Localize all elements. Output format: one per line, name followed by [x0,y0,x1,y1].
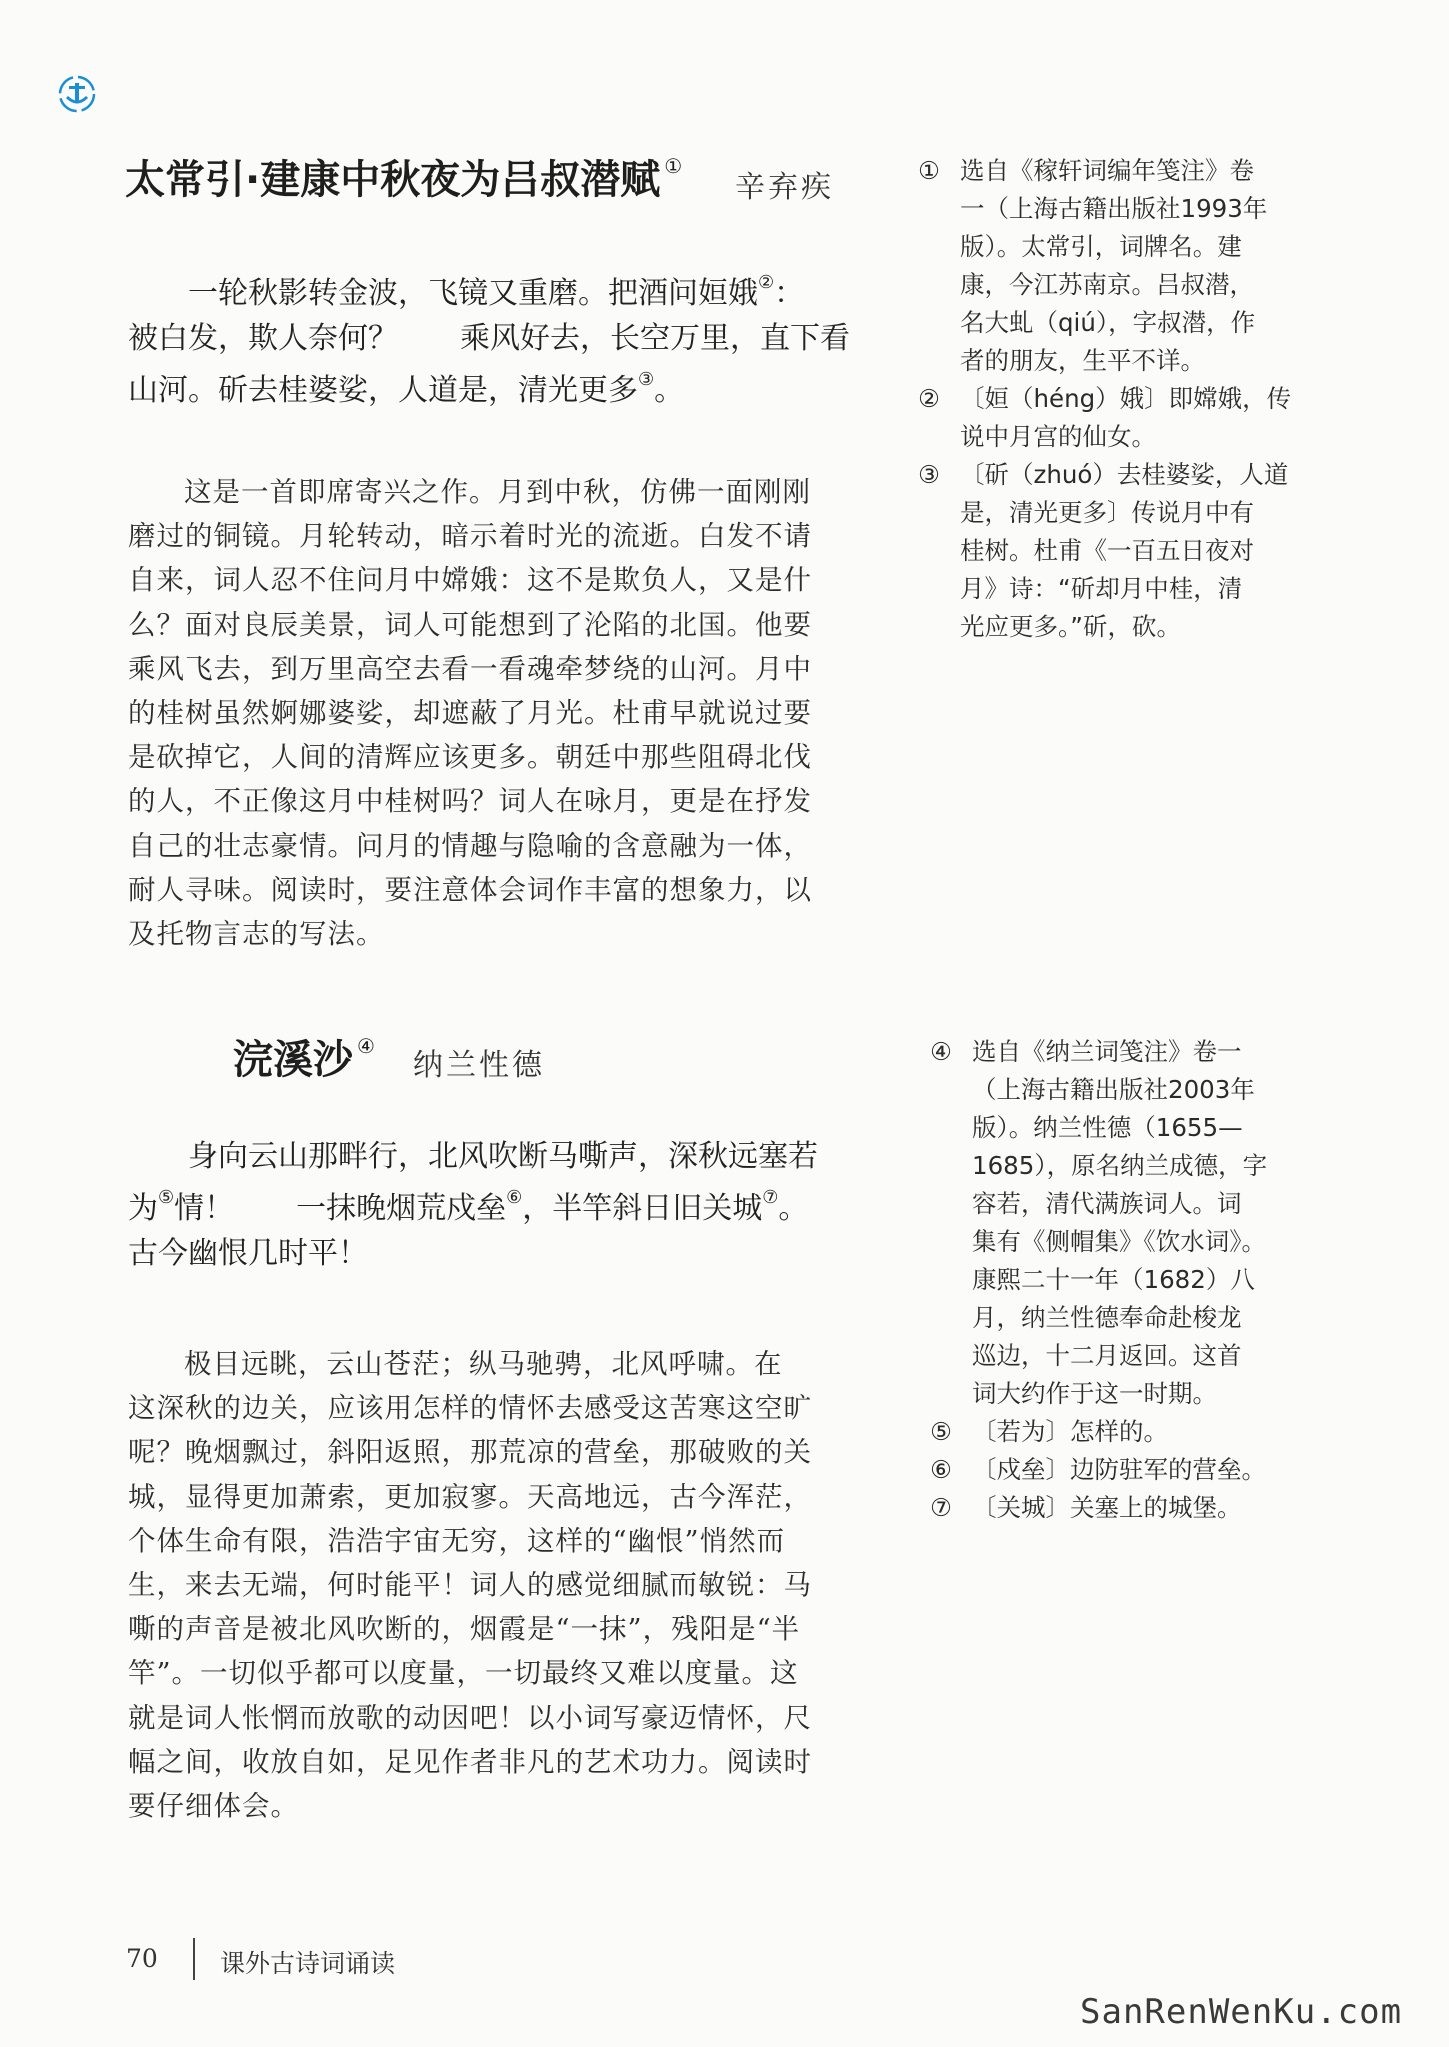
poem1-title: 太常引·建康中秋夜为吕叔潜赋 ① [125,153,683,203]
commentary-line: 这是一首即席寄兴之作。月到中秋，仿佛一面刚刚 [184,476,811,508]
footnote-line: 〔戍垒〕边防驻军的营垒。 [972,1455,1266,1484]
footnote-number: ④ [930,1037,952,1066]
commentary-line: 生，来去无端，何时能平！词人的感觉细腻而敏锐：马 [128,1569,812,1602]
commentary-line: 自己的壮志豪情。问月的情趣与隐喻的含意融为一体， [128,829,812,862]
commentary-line: 竿”。一切似乎都可以度量，一切最终又难以度量。这 [128,1657,799,1690]
footnote-line: 版）。太常引，词牌名。建 [960,232,1242,261]
footnote-line: 容若，清代满族词人。词 [972,1189,1242,1218]
footnote-line: 集有《侧帽集》《饮水词》。 [972,1227,1266,1256]
poem-line: 为⑤情！ 一抹晚烟荒戍垒⑥，半竿斜日旧关城⑦。 [128,1187,809,1226]
footnote-line: 〔若为〕怎样的。 [972,1417,1168,1446]
footnote [930,1033,1290,1413]
footnote-number: ① [918,156,940,185]
footnote-line: 是，清光更多〕传说月中有 [960,498,1254,527]
footnote [918,380,1292,456]
commentary-line: 个体生命有限，浩浩宇宙无穷，这样的“幽恨”悄然而 [128,1524,786,1557]
footnote-ref[interactable]: ⑤ [158,1187,175,1208]
footnote-line: 说中月宫的仙女。 [960,422,1156,451]
poem1-notes [918,152,1292,646]
commentary-line: 磨过的铜镜。月轮转动，暗示着时光的流逝。白发不请 [128,520,812,553]
poem2-commentary [128,1342,873,1828]
footnote-line: 月，纳兰性德奉命赴梭龙 [972,1303,1242,1332]
commentary-line: 嘶的声音是被北风吹断的，烟霞是“一抹”，残阳是“半 [128,1613,801,1646]
footnote-ref[interactable]: ④ [357,1033,375,1058]
poem1-author: 辛弃疾 [735,170,834,205]
commentary-line: 的桂树虽然婀娜婆娑，却遮蔽了月光。杜甫早就说过要 [128,697,812,730]
commentary-line: 要仔细体会。 [128,1790,299,1823]
footnote-line: （上海古籍出版社2003年 [972,1075,1255,1104]
footnote-line: 一（上海古籍出版社1993年 [960,194,1268,223]
commentary-line: 耐人寻味。阅读时，要注意体会词作丰富的想象力，以 [128,873,812,906]
footnote-ref[interactable]: ⑦ [762,1187,779,1208]
footnote-number: ③ [918,460,940,489]
section-title: 课外古诗词诵读 [220,1949,396,1978]
footnote [930,1489,1290,1527]
poem2-title: 浣溪沙 ④ [233,1033,375,1083]
footnote [918,456,1289,646]
poem1-text [128,264,873,413]
footnote [930,1451,1290,1489]
watermark: SanRenWenKu.com [1080,1992,1403,2032]
poem2-author: 纳兰性德 [413,1048,545,1083]
commentary-line: 呢？晚烟飘过，斜阳返照，那荒凉的营垒，那破败的关 [128,1436,812,1469]
footnote-ref[interactable]: ② [758,272,775,293]
footnote-line: 选自《纳兰词笺注》卷一 [972,1037,1242,1066]
poem2-notes [930,1033,1290,1527]
poem-line: 身向云山那畔行，北风吹断马嘶声，深秋远塞若 [188,1139,818,1174]
footnote-line: 〔斫（zhuó）去桂婆娑，人道 [960,460,1289,489]
commentary-line: 就是词人怅惘而放歌的动因吧！以小词写豪迈情怀，尺 [128,1701,812,1734]
footnote-ref[interactable]: ⑥ [506,1187,523,1208]
poem-line: 一轮秋影转金波，飞镜又重磨。把酒问姮娥②： [188,272,805,311]
commentary-line: 乘风飞去，到万里高空去看一看魂牵梦绕的山河。月中 [128,652,812,685]
footnote-line: 巡边，十二月返回。这首 [972,1341,1242,1370]
footnote-number: ② [918,384,940,413]
footnote [930,1413,1290,1451]
footnote-number: ⑦ [930,1493,952,1522]
footnote-ref[interactable]: ① [664,153,683,178]
footnote-line: 1685），原名纳兰成德，字 [972,1151,1268,1180]
footnote-number: ⑥ [930,1455,952,1484]
poem-line: 古今幽恨几时平！ [128,1236,368,1271]
poem2-text [128,1134,873,1276]
commentary-line: 极目远眺，云山苍茫；纵马驰骋，北风呼啸。在 [184,1348,783,1380]
poem1-commentary [128,470,873,956]
footnote-line: 名大虬（qiú），字叔潜，作 [960,308,1256,337]
poem-line: 被白发，欺人奈何？ 乘风好去，长空万里，直下看 [128,321,850,356]
commentary-line: 这深秋的边关，应该用怎样的情怀去感受这苦寒这空旷 [128,1392,812,1425]
footnote-line: 康，今江苏南京。吕叔潜， [960,270,1254,299]
commentary-line: 的人，不正像这月中桂树吗？词人在咏月，更是在抒发 [128,785,812,818]
commentary-line: 么？面对良辰美景，词人可能想到了沦陷的北国。他要 [128,608,812,641]
commentary-line: 城，显得更加萧索，更加寂寥。天高地远，古今浑茫， [128,1480,812,1513]
commentary-line: 自来，词人忍不住问月中嫦娥：这不是欺负人，又是什 [128,564,812,597]
footnote-line: 〔姮（héng）娥〕即嫦娥，传 [960,384,1292,413]
footnote-line: 桂树。杜甫《一百五日夜对 [960,536,1254,565]
footnote-ref[interactable]: ③ [638,369,655,390]
anchor-icon [58,75,96,113]
footnote-line: 光应更多。”斫，砍。 [960,612,1181,641]
commentary-line: 幅之间，收放自如，足见作者非凡的艺术功力。阅读时 [128,1745,812,1778]
footnote-line: 版）。纳兰性德（1655— [972,1113,1243,1142]
commentary-line: 是砍掉它，人间的清辉应该更多。朝廷中那些阻碍北伐 [128,741,812,774]
footnote-line: 者的朋友，生平不详。 [960,346,1205,375]
footer-divider [193,1938,195,1980]
footnote-line: 〔关城〕关塞上的城堡。 [972,1493,1242,1522]
footnote-number: ⑤ [930,1417,952,1446]
footnote-line: 词大约作于这一时期。 [972,1379,1217,1408]
footnote [918,152,1278,380]
footnote-line: 康熙二十一年（1682）八 [972,1265,1255,1294]
footnote-line: 选自《稼轩词编年笺注》卷 [960,156,1254,185]
page-number: 70 [126,1944,158,1973]
commentary-line: 及托物言志的写法。 [128,918,385,951]
poem-line: 山河。斫去桂婆娑，人道是，清光更多③。 [128,369,685,408]
footnote-line: 月》诗：“斫却月中桂，清 [960,574,1243,603]
